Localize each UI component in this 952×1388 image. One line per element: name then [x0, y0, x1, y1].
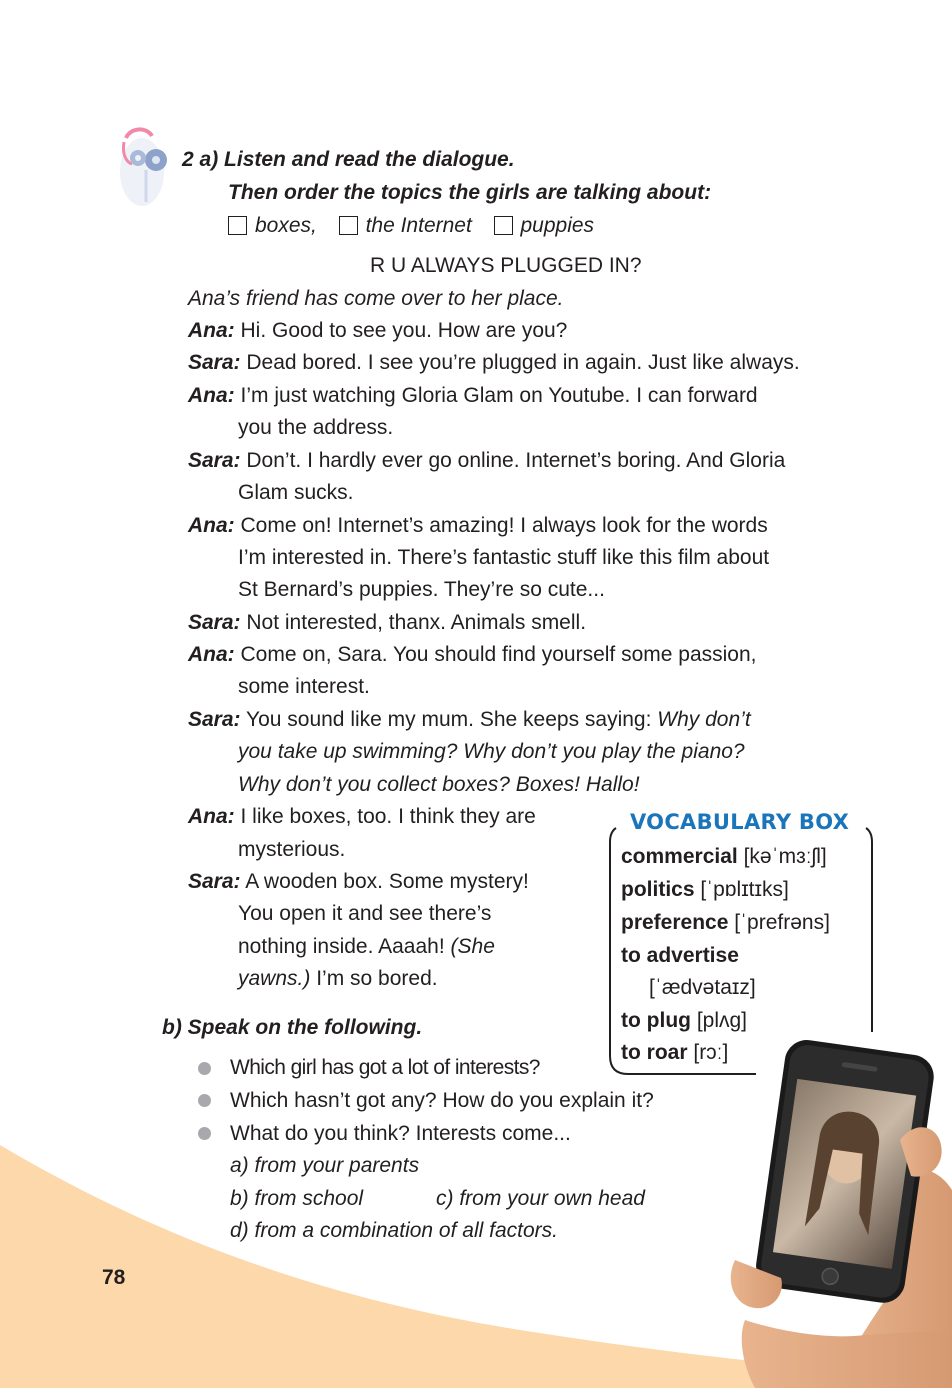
speech: I’m so bored.	[316, 967, 438, 990]
vocab-ipa: [ˈpɒlɪtɪks]	[700, 878, 789, 901]
speech: You sound like my mum. She keeps saying:	[246, 708, 652, 731]
vocab-word: commercial	[621, 845, 738, 868]
vocabulary-title: VOCABULARY BOX	[624, 810, 855, 834]
option-d: d) from a combination of all factors.	[230, 1219, 558, 1242]
task-b-heading: b) Speak on the following.	[162, 1016, 423, 1039]
speech-italic: Why don’t	[657, 708, 751, 731]
speaker: Ana:	[188, 805, 235, 828]
vocab-word: preference	[621, 911, 729, 934]
topic-checklist	[228, 210, 594, 242]
vocab-item	[621, 840, 827, 873]
speech: Dead bored. I see you’re plugged in again. Just like always.	[246, 351, 800, 374]
bullet-item: Which hasn’t got any? How do you explain it?	[230, 1089, 654, 1112]
dialogue-line	[188, 380, 758, 412]
topic-internet: the Internet	[365, 214, 472, 237]
option-b: b) from school	[230, 1187, 364, 1210]
stage-direction: yawns.)	[238, 967, 311, 990]
speech-continued: You open it and see there’s	[238, 902, 492, 925]
speaker: Sara:	[188, 351, 241, 374]
speaker: Ana:	[188, 384, 235, 407]
speaker: Ana:	[188, 643, 235, 666]
instruction-1: Listen and read the dialogue.	[224, 148, 515, 171]
smartphone-illustration	[715, 1030, 952, 1388]
dialogue-line	[188, 607, 586, 639]
vocab-word: to plug	[621, 1009, 691, 1032]
speaker: Sara:	[188, 708, 241, 731]
speech: nothing inside. Aaaah!	[238, 935, 445, 958]
vocab-ipa: [kəˈmɜːʃl]	[743, 845, 827, 868]
vocab-ipa: [plʌg]	[696, 1009, 748, 1032]
speech-continued: Glam sucks.	[238, 481, 354, 504]
dialogue-line	[188, 315, 567, 347]
instruction-2: Then order the topics the girls are talking about:	[228, 181, 712, 204]
speech: I like boxes, too. I think they are	[240, 805, 536, 828]
bullet-item: Which girl has got a lot of interests?	[230, 1056, 540, 1079]
checkbox-puppies[interactable]	[494, 216, 513, 235]
dialogue-line	[188, 704, 751, 736]
page-number: 78	[102, 1266, 126, 1289]
speech-continued	[238, 931, 495, 963]
vocab-item	[621, 906, 830, 939]
speech: I’m just watching Gloria Glam on Youtube. I can forward	[240, 384, 758, 407]
speech: Come on, Sara. You should find yourself some passion,	[240, 643, 757, 666]
vocab-item	[621, 873, 789, 906]
vocab-ipa: [rɔː]	[693, 1041, 729, 1064]
topic-boxes: boxes,	[255, 214, 317, 237]
option-a: a) from your parents	[230, 1154, 420, 1177]
bullet-dot	[198, 1127, 211, 1140]
vocab-word: to advertise	[621, 944, 739, 967]
checkbox-internet[interactable]	[339, 216, 358, 235]
vocab-item	[621, 1036, 728, 1069]
dialogue-line	[188, 347, 800, 379]
speaker: Ana:	[188, 514, 235, 537]
dialogue-title: R U ALWAYS PLUGGED IN?	[370, 254, 642, 277]
speech-continued	[238, 963, 438, 995]
vocab-ipa: [ˈædvətaɪz]	[649, 976, 756, 999]
dialogue-line	[188, 510, 768, 542]
vocab-item	[621, 939, 739, 972]
speech-continued: Why don’t you collect boxes? Boxes! Hallo!	[238, 773, 640, 796]
dialogue-line	[188, 639, 757, 671]
speech-continued: you the address.	[238, 416, 394, 439]
dialogue-line	[188, 801, 536, 833]
speech-continued: St Bernard’s puppies. They’re so cute...	[238, 578, 605, 601]
vocab-ipa: [ˈprefrəns]	[734, 911, 830, 934]
speech: Hi. Good to see you. How are you?	[240, 319, 568, 342]
vocab-word: to roar	[621, 1041, 688, 1064]
speaker: Sara:	[188, 870, 241, 893]
speaker: Ana:	[188, 319, 235, 342]
task-a-heading	[182, 144, 515, 176]
speech: Come on! Internet’s amazing! I always look for the words	[240, 514, 768, 537]
speech: Not interested, thanx. Animals smell.	[246, 611, 587, 634]
speech: A wooden box. Some mystery!	[245, 870, 529, 893]
stage-direction: (She	[450, 935, 495, 958]
speaker: Sara:	[188, 449, 241, 472]
speech-continued: mysterious.	[238, 838, 346, 861]
speech-continued: you take up swimming? Why don’t you play the piano?	[238, 740, 745, 763]
checkbox-boxes[interactable]	[228, 216, 247, 235]
dialogue-line	[188, 866, 529, 898]
speech-continued: I’m interested in. There’s fantastic stuff like this film about	[238, 546, 770, 569]
speaker: Sara:	[188, 611, 241, 634]
speech: Don’t. I hardly ever go online. Internet’s boring. And Gloria	[246, 449, 786, 472]
bullet-item: What do you think? Interests come...	[230, 1122, 571, 1145]
bullet-dot	[198, 1094, 211, 1107]
topic-puppies: puppies	[520, 214, 595, 237]
dialogue-intro: Ana’s friend has come over to her place.	[188, 287, 564, 310]
dialogue-line	[188, 445, 785, 477]
audio-cd-icon	[116, 124, 176, 210]
option-c: c) from your own head	[436, 1187, 645, 1210]
task-number: 2 a)	[182, 148, 219, 171]
vocab-word: politics	[621, 878, 695, 901]
speech-continued: some interest.	[238, 675, 370, 698]
bullet-dot	[198, 1062, 211, 1075]
